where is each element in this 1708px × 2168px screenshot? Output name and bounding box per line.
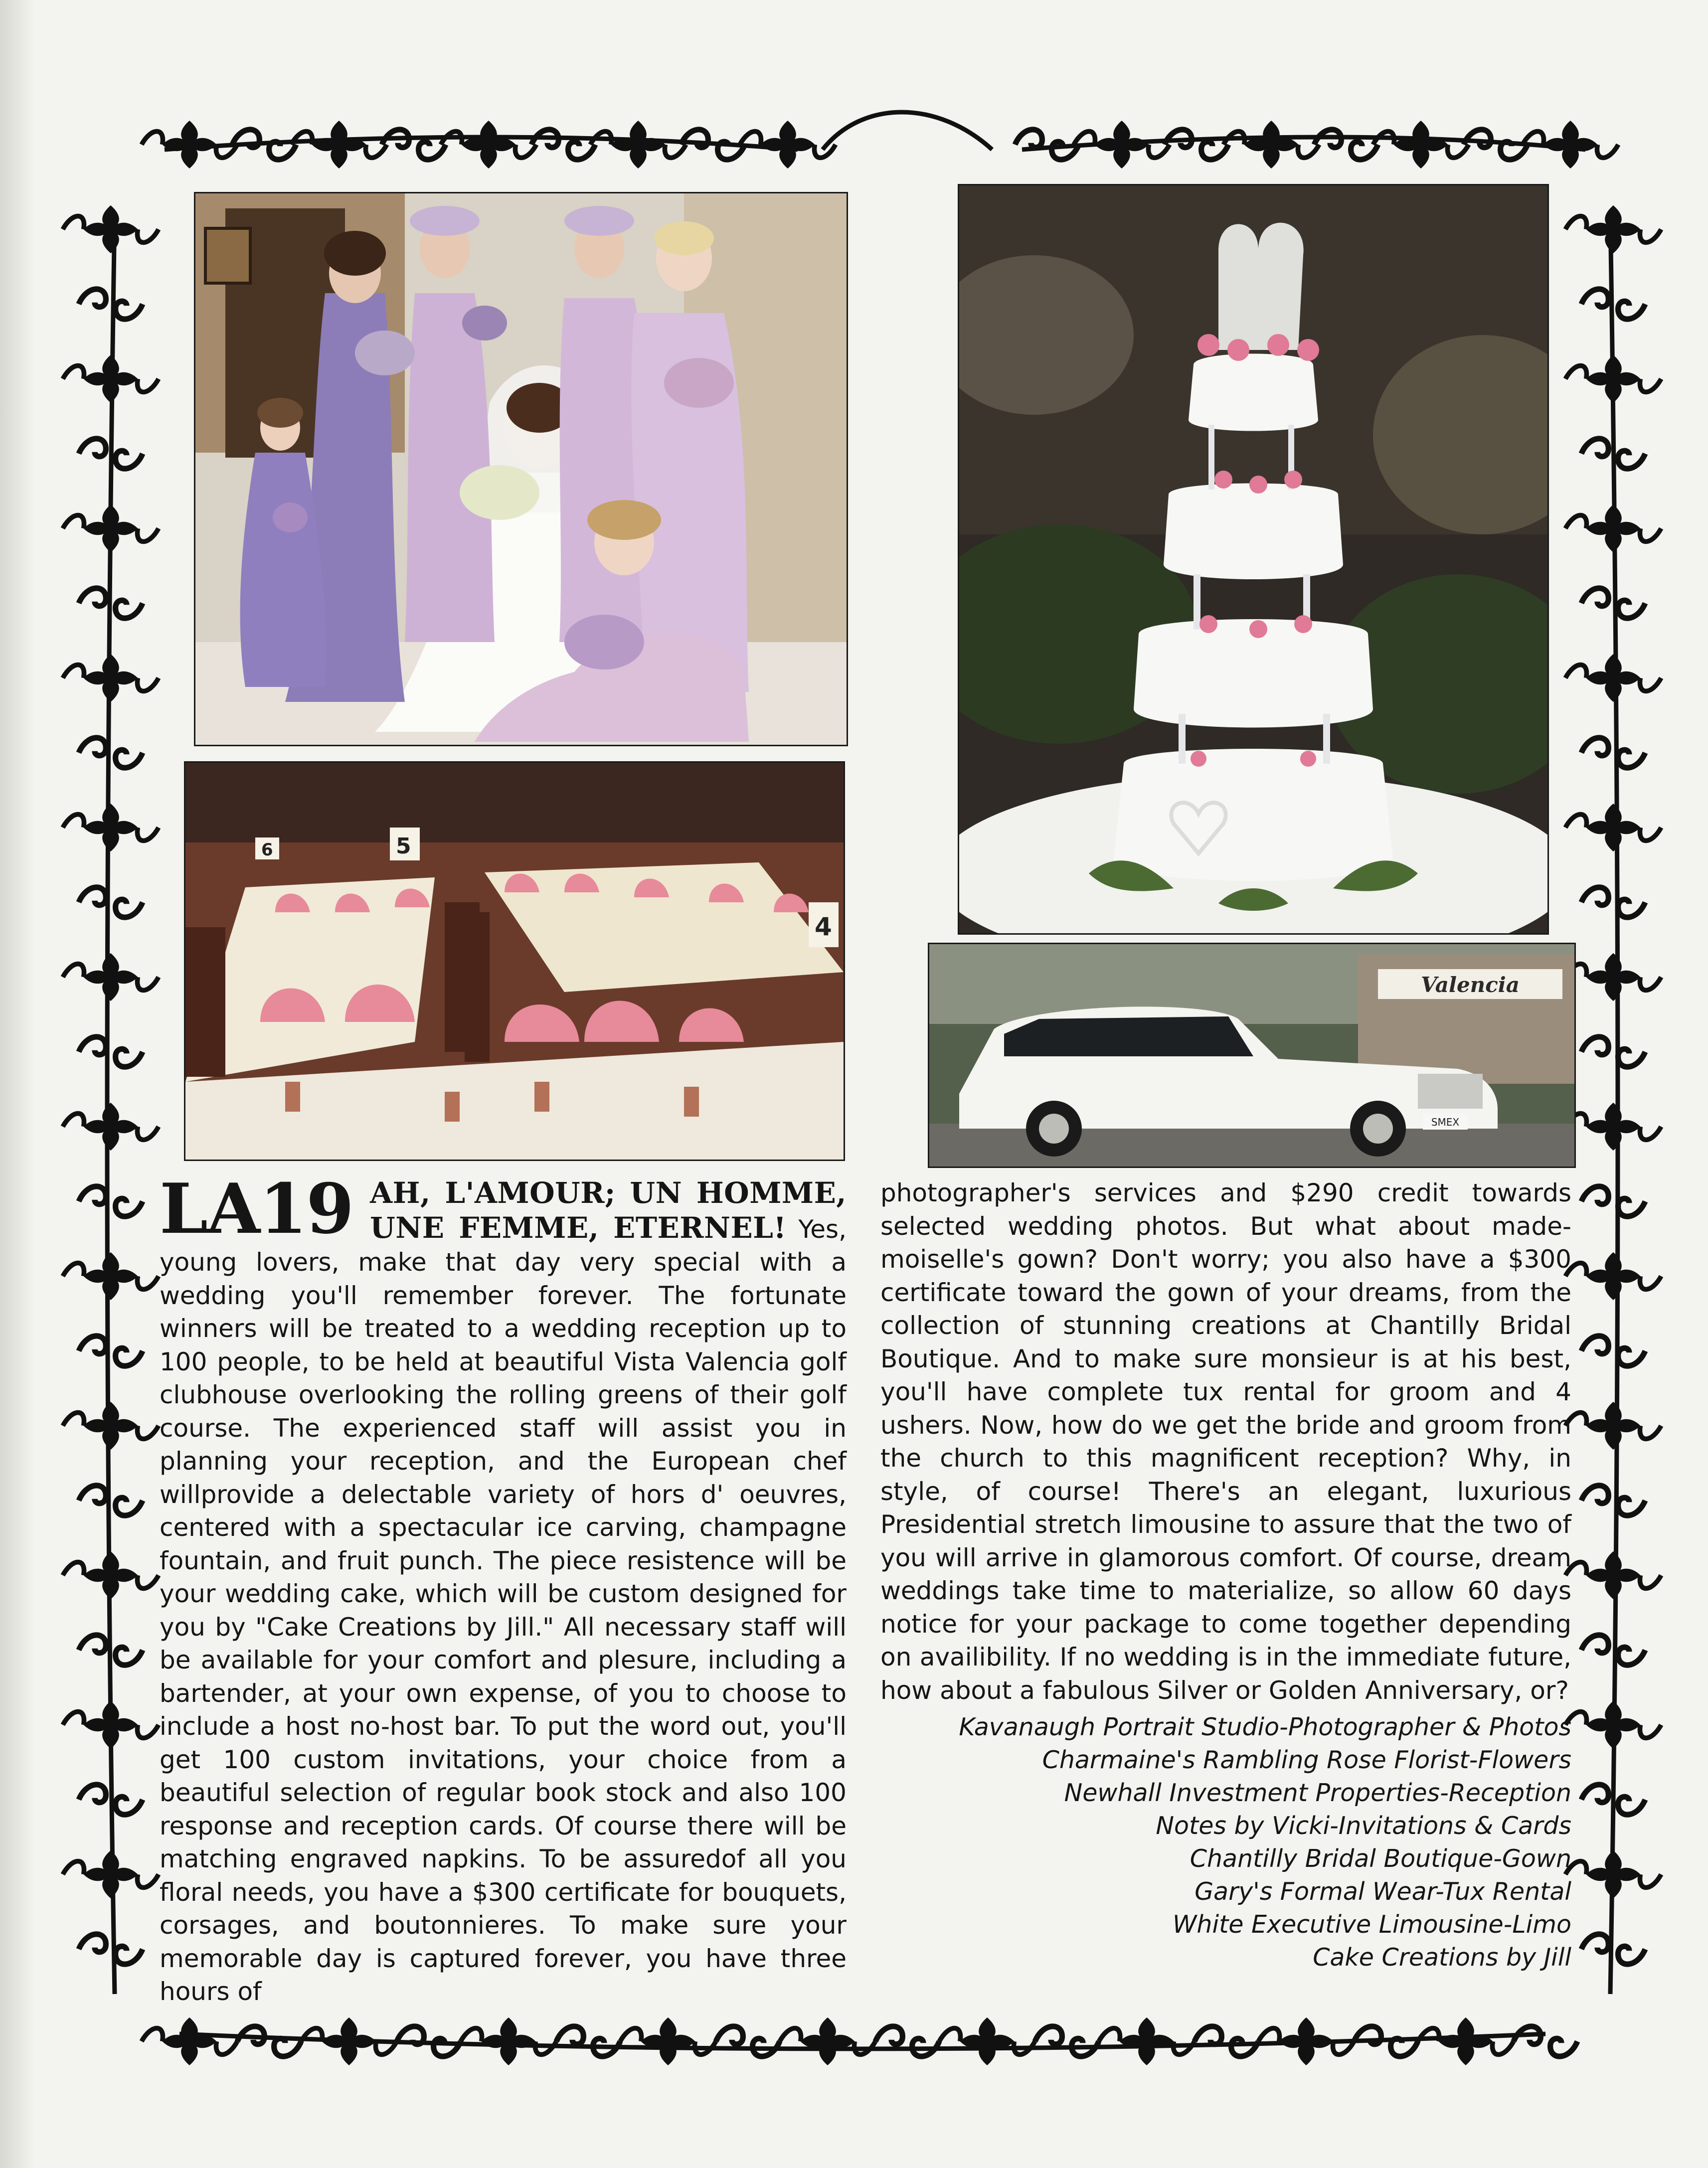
border-ornament — [79, 1037, 143, 1067]
border-ornament — [1565, 654, 1661, 702]
credit-line: Notes by Vicki-Invitations & Cards — [1156, 1812, 1571, 1840]
border-ornament — [237, 2026, 301, 2056]
border-ornament — [63, 1252, 159, 1300]
border-ornament — [63, 1551, 159, 1599]
border-ornament — [1514, 2026, 1577, 2056]
border-ornament — [63, 205, 159, 253]
article-body-right: photographer's services and $290 credit towards selected wedding photos. But what about made-moiselle's gown? Don't worry; you also have a $300 certificate toward the gown of your dreams, from the collection of stunning creations at Chantilly Bridal Boutique. And to make sure monsieur is at his best, you'll have complete tux rental for groom and 4 ushers. Now, how do we get the bride and groom from the church to this magnificent reception? Why, in style, of course! There's an elegant, luxurious Presidential stretch limousine to assure that the two of you will arrive in glamorous comfort. Of course, dream weddings take time to materialize, so allow 60 days notice for your package to come together depending on availibility. If no wedding is in the immediate future, how about a fabulous Silver or Golden Anniversary, or? — [880, 1178, 1571, 1705]
border-ornament — [1581, 1486, 1645, 1515]
border-ornament — [1565, 804, 1661, 851]
lot-number: LA19 — [160, 1168, 353, 1249]
border-ornament — [63, 953, 159, 1001]
border-ornament — [1565, 1701, 1661, 1749]
border-ornament — [1165, 130, 1228, 160]
table-number-6: 6 — [261, 840, 273, 860]
svg-text:SMEX: SMEX — [1431, 1116, 1460, 1128]
article-left-column — [160, 1168, 847, 2008]
border-ornament — [1565, 205, 1661, 253]
credit-line: Gary's Formal Wear-Tux Rental — [1195, 1877, 1571, 1906]
border-ornament — [1195, 2026, 1258, 2056]
border-ornament — [531, 130, 595, 160]
border-ornament — [1565, 355, 1661, 403]
border-ornament — [79, 289, 143, 319]
credit-line: Newhall Investment Properties-Reception — [1064, 1779, 1571, 1807]
border-ornament — [63, 1701, 159, 1749]
border-ornament — [79, 887, 143, 917]
border-ornament — [142, 2017, 237, 2065]
border-ornament — [1373, 121, 1469, 168]
border-ornament — [716, 2026, 780, 2056]
border-ornament — [1565, 1402, 1661, 1450]
credit-line: Chantilly Bridal Boutique-Gown — [1190, 1844, 1571, 1873]
bridal-party-photo — [195, 193, 847, 745]
border-ornament — [63, 804, 159, 851]
border-ornament — [63, 355, 159, 403]
border-ornament — [382, 130, 446, 160]
table-number-4: 4 — [815, 912, 832, 941]
border-ornament — [1565, 1103, 1661, 1151]
border-ornament — [1314, 130, 1378, 160]
article-right-column — [880, 1176, 1571, 1974]
border-ornament — [780, 2017, 875, 2065]
reception-hall-photo — [185, 763, 844, 1160]
border-ornament — [441, 121, 536, 168]
credit-line: Charmaine's Rambling Rose Florist-Flowers — [1042, 1746, 1571, 1774]
limousine-photo — [929, 944, 1574, 1167]
border-ornament — [63, 1402, 159, 1450]
border-ornament — [1581, 738, 1645, 768]
border-ornament — [79, 1186, 143, 1216]
border-ornament — [556, 2026, 620, 2056]
border-ornament — [63, 654, 159, 702]
border-ornament — [590, 121, 686, 168]
credit-line: Kavanaugh Portrait Studio-Photographer & Photos — [959, 1713, 1571, 1741]
sponsor-credits — [880, 1711, 1571, 1974]
border-ornament — [1565, 1551, 1661, 1599]
border-ornament — [1035, 2026, 1099, 2056]
border-ornament — [1418, 2017, 1514, 2065]
article-headline: AH, L'AMOUR; UN HOMME, UNE FEMME, ETERNEL! — [370, 1176, 847, 1245]
border-ornament — [63, 504, 159, 552]
border-ornament — [461, 2017, 556, 2065]
table-number-5: 5 — [396, 834, 411, 859]
border-ornament — [79, 1336, 143, 1366]
border-ornament — [291, 121, 387, 168]
border-ornament — [1223, 121, 1319, 168]
credit-line: White Executive Limousine-Limo — [1172, 1910, 1571, 1939]
border-ornament — [1099, 2017, 1195, 2065]
border-ornament — [620, 2017, 716, 2065]
valencia-sign-text: Valencia — [1421, 973, 1520, 997]
border-ornament — [1565, 1252, 1661, 1300]
border-ornament — [1581, 1336, 1645, 1366]
border-ornament — [79, 1934, 143, 1964]
border-ornament — [1565, 953, 1661, 1001]
credit-line: Cake Creations by Jill — [1313, 1943, 1571, 1972]
border-ornament — [1581, 887, 1645, 917]
border-ornament — [875, 2026, 939, 2056]
border-ornament — [63, 1103, 159, 1151]
border-ornament — [1581, 1037, 1645, 1067]
border-ornament — [939, 2017, 1035, 2065]
article-body-left: Yes, young lovers, make that day very special with a wedding you'll remember forever. The fortunate winners will be treated to a wedding reception up to 100 people, to be held at beautiful Vista Valencia golf clubhouse overlooking the rolling greens of their golf course. The experienced staff will assist you in planning your reception, and the European chef willprovide a delectable variety of hors d' oeuvres, centered with a spectacular ice carving, champagne fountain, and fruit punch. The piece resistence will be your wedding cake, which will be custom designed for you by "Cake Creations by Jill." All necessary staff will be available for your comfort and plesure, including a bartender, at your own expense, of you to choose to include a host no-host bar. To put the word out, you'll get 100 custom invitations, your choice from a beautiful selection of regular book stock and also 100 response and reception cards. Of course there will be matching engraved napkins. To be assuredof all you floral needs, you have a $300 certificate for bouquets, corsages, and boutonnieres. To make sure your memorable day is captured forever, you have three hours of — [160, 1214, 847, 2006]
border-ornament — [1581, 1186, 1645, 1216]
border-ornament — [1565, 1850, 1661, 1898]
border-ornament — [1565, 504, 1661, 552]
border-ornament — [63, 1850, 159, 1898]
wedding-cake-photo — [959, 185, 1547, 933]
